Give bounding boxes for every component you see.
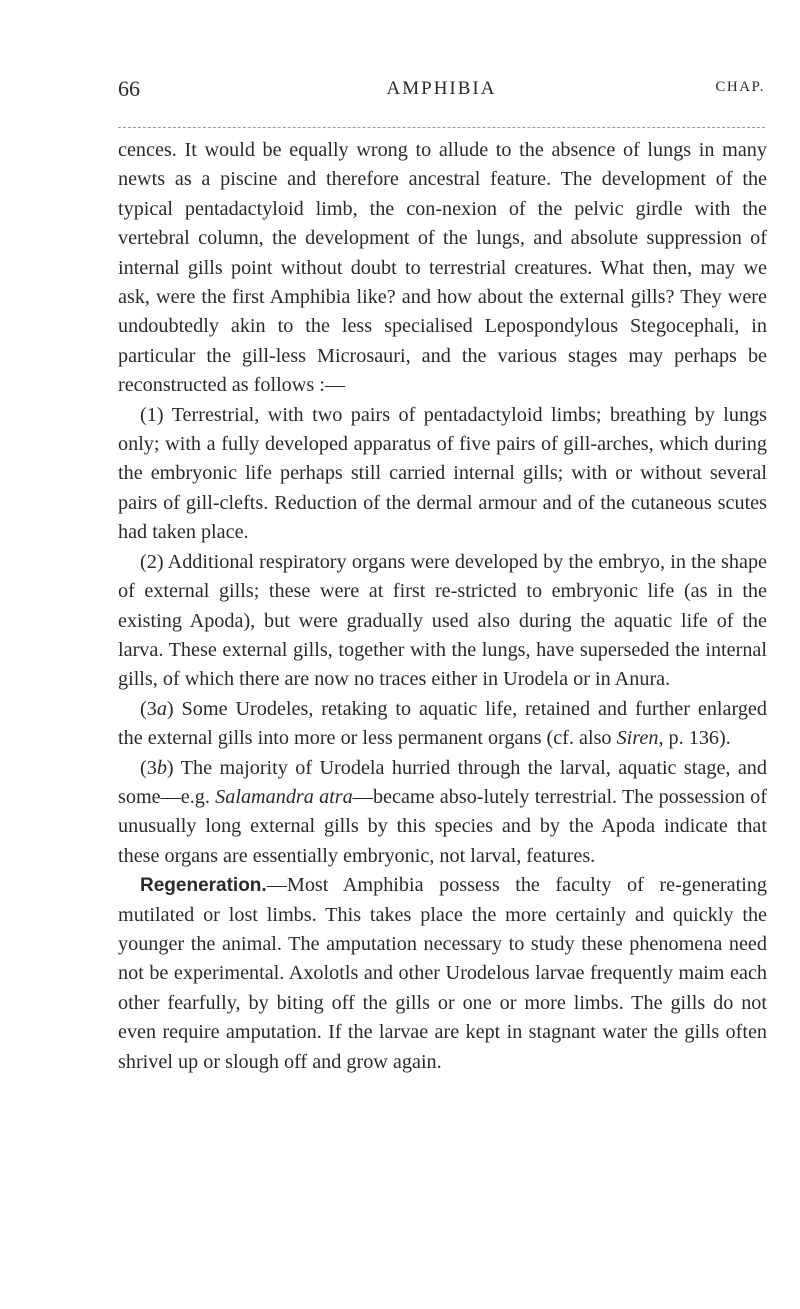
paragraph-stage-3a xyxy=(118,695,767,754)
body-text xyxy=(118,136,767,1077)
regeneration-heading: Regeneration. xyxy=(140,875,267,897)
page-number: 66 xyxy=(118,76,140,101)
paragraph-stage-3b xyxy=(118,754,767,872)
stage-3b-number: (3 xyxy=(140,756,157,779)
stage-3b-italic: Salamandra atra xyxy=(215,785,353,808)
header-rule xyxy=(118,127,765,128)
stage-3b-text-after: —became abso-lutely terrestrial. The possession of unusually long external gills by this species and by the Apoda indicate that these organs are essentially embryonic, not larval, features. xyxy=(118,785,767,867)
stage-3a-letter: a xyxy=(156,697,167,720)
paragraph-regeneration xyxy=(118,871,767,1077)
chapter-label: CHAP. xyxy=(715,79,765,95)
stage-3a-italic: Siren xyxy=(616,727,659,750)
stage-3b-text-before: ) The majority of Urodela hurried through the larval, aquatic stage, and some—e.g. xyxy=(118,756,767,808)
stage-3b-letter: b xyxy=(156,756,167,779)
regeneration-text: —Most Amphibia possess the faculty of re-generating mutilated or lost limbs. This takes place the more certainly and quickly the younger the animal. The amputation necessary to study these phenomena need not be experimental. Axolotls and other Urodelous larvae frequently maim each other fearfully, by biting off the gills or one or more limbs. The gills do not even require amputation. If the larvae are kept in stagnant water the gills often shrivel up or slough off and grow again. xyxy=(118,874,767,1073)
paragraph-stage-1: (1) Terrestrial, with two pairs of pentadactyloid limbs; breathing by lungs only; with a fully developed apparatus of five pairs of gill-arches, which during the embryonic life perhaps still carried internal gills; with or without several pairs of gill-clefts. Reduction of the dermal armour and of the cutaneous scutes had taken place. xyxy=(118,403,767,544)
paragraph-stage-2: (2) Additional respiratory organs were developed by the embryo, in the shape of external gills; these were at first re-stricted to embryonic life (as in the existing Apoda), but were gradually used also during the aquatic life of the larva. These external gills, together with the lungs, have superseded the internal gills, of which there are now no traces either in Urodela or in Anura. xyxy=(118,550,767,691)
paragraph-intro: cences. It would be equally wrong to allude to the absence of lungs in many newts as a piscine and therefore ancestral feature. The development of the typical pentadactyloid limb, the con-nexion of the pelvic girdle with the vertebral column, the development of the lungs, and absolute suppression of internal gills point without doubt to terrestrial creatures. What then, may we ask, were the first Amphibia like? and how about the external gills? They were undoubtedly akin to the less specialised Lepospondylous Stegocephali, in particular the gill-less Microsauri, and the various stages may perhaps be reconstructed as follows :— xyxy=(118,139,767,397)
stage-3a-number: (3 xyxy=(140,697,157,720)
running-title: AMPHIBIA xyxy=(386,78,497,99)
stage-3a-text-before: ) Some Urodeles, retaking to aquatic life, retained and further enlarged the external gills into more or less permanent organs (cf. also xyxy=(118,697,767,750)
page-header xyxy=(118,76,765,106)
stage-3a-text-after: , p. 136). xyxy=(658,727,731,750)
